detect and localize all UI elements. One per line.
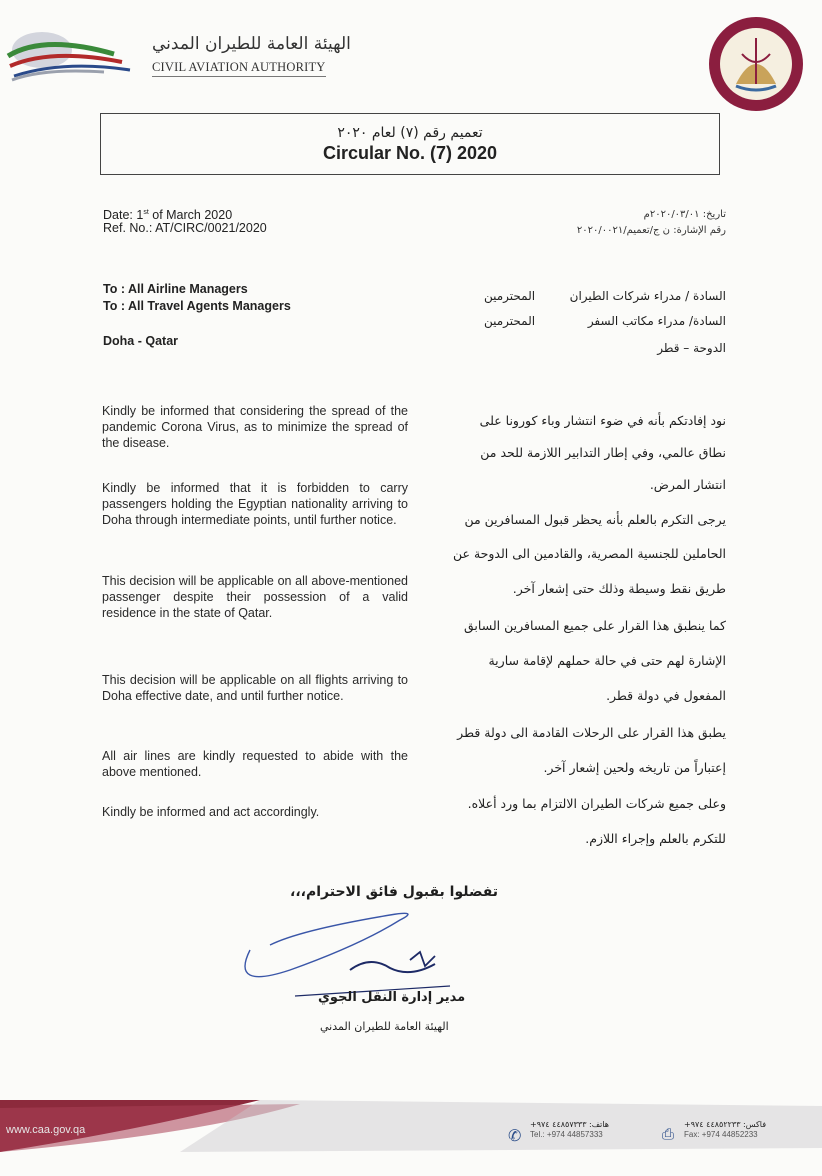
closing-greeting-arabic: تفضلوا بقبول فائق الاحترام،،، xyxy=(290,884,499,900)
body-paragraph-en: All air lines are kindly requested to abide with the above mentioned. xyxy=(102,749,408,779)
body-line-ar: المفعول في دولة قطر. xyxy=(606,688,726,703)
caa-logo xyxy=(4,20,144,100)
recipient-airline-managers: To : All Airline Managers xyxy=(103,282,248,296)
signatory-org-arabic: الهيئة العامة للطيران المدني xyxy=(320,1020,449,1033)
body-paragraph-en: Kindly be informed and act accordingly. xyxy=(102,805,320,819)
fax-icon: ⎙ xyxy=(662,1126,675,1143)
place-english: Doha - Qatar xyxy=(103,334,179,348)
date-arabic: تاريخ: ٢٠٢٠/٠٣/٠١م xyxy=(643,209,726,220)
body-paragraph-en: Kindly be informed that considering the spread of the pandemic Corona Virus, as to minimize the spread of the disease. xyxy=(102,404,408,450)
body-line-ar: نطاق عالمي، وفي إطار التدابير اللازمة للحد من xyxy=(480,445,726,460)
body-line-ar: يطبق هذا القرار على الرحلات القادمة الى دولة قطر xyxy=(457,725,726,740)
recipient-travel-agents-arabic: السادة/ مدراء مكاتب السفر xyxy=(587,314,726,328)
reference-english: Ref. No.: AT/CIRC/0021/2020 xyxy=(103,221,267,235)
state-of-qatar-seal xyxy=(706,14,806,114)
place-arabic: الدوحة – قطر xyxy=(657,341,726,355)
footer-telephone xyxy=(530,1120,609,1140)
circular-title-box xyxy=(100,113,720,175)
body-line-ar: إعتباراً من تاريخه ولحين إشعار آخر. xyxy=(543,760,726,775)
handwritten-signature xyxy=(240,890,500,1030)
body-line-ar: نود إفادتكم بأنه في ضوء انتشار وباء كورونا على xyxy=(479,413,726,428)
body-paragraph-en: This decision will be applicable on all flights arriving to Doha effective date, and until further notice. xyxy=(102,673,408,703)
website-link[interactable]: www.caa.gov.qa xyxy=(6,1124,86,1136)
body-line-ar: الإشارة لهم حتى في حالة حملهم لإقامة سارية xyxy=(488,653,726,668)
body-line-ar: للتكرم بالعلم وإجراء اللازم. xyxy=(585,831,726,846)
circular-title-english: Circular No. (7) 2020 xyxy=(322,143,498,163)
honorific-2-arabic: المحترمين xyxy=(484,314,536,328)
body-line-ar: وعلى جميع شركات الطيران الالتزام بما ورد أعلاه. xyxy=(467,796,726,811)
date-english: Date: 1st of March 2020 xyxy=(103,208,233,223)
tel-arabic: هاتف: ٤٤٨٥٧٣٣٣ ٩٧٤+ xyxy=(530,1120,609,1129)
footer-fax xyxy=(684,1120,766,1140)
fax-english: Fax: +974 44852233 xyxy=(684,1130,758,1139)
honorific-1-arabic: المحترمين xyxy=(484,289,536,303)
body-line-ar: طريق نقط وسيطة وذلك حتى إشعار آخر. xyxy=(512,581,726,596)
recipient-travel-agents: To : All Travel Agents Managers xyxy=(103,299,291,313)
circular-title-arabic: تعميم رقم (٧) لعام ٢٠٢٠ xyxy=(337,125,483,141)
body-line-ar: يرجى التكرم بالعلم بأنه يحظر قبول المسافرين من xyxy=(464,512,726,527)
body-line-ar: انتشار المرض. xyxy=(649,477,726,492)
reference-arabic: رقم الإشارة: ن ج/تعميم/٢٠٢٠/٠٠٢١ xyxy=(576,225,726,236)
authority-name-english: CIVIL AVIATION AUTHORITY xyxy=(152,60,326,77)
phone-icon: ✆ xyxy=(508,1128,522,1145)
body-line-ar: الحاملين للجنسية المصرية، والقادمين الى الدوحة عن xyxy=(453,546,726,561)
fax-arabic: فاكس: ٤٤٨٥٢٢٣٣ ٩٧٤+ xyxy=(684,1120,767,1129)
body-line-ar: كما ينطبق هذا القرار على جميع المسافرين السابق xyxy=(463,618,726,633)
body-paragraph-en: This decision will be applicable on all above-mentioned passenger despite their possession of a valid residence in the state of Qatar. xyxy=(102,574,408,620)
signatory-title-arabic: مدير إدارة النقل الجوي xyxy=(318,990,466,1005)
body-paragraph-en: Kindly be informed that it is forbidden to carry passengers holding the Egyptian nationality arriving to Doha through intermediate points, until further notice. xyxy=(102,481,408,527)
recipient-airline-managers-arabic: السادة / مدراء شركات الطيران xyxy=(569,289,726,303)
authority-name-arabic: الهيئة العامة للطيران المدني xyxy=(152,34,351,54)
tel-english: Tel.: +974 44857333 xyxy=(530,1130,603,1139)
